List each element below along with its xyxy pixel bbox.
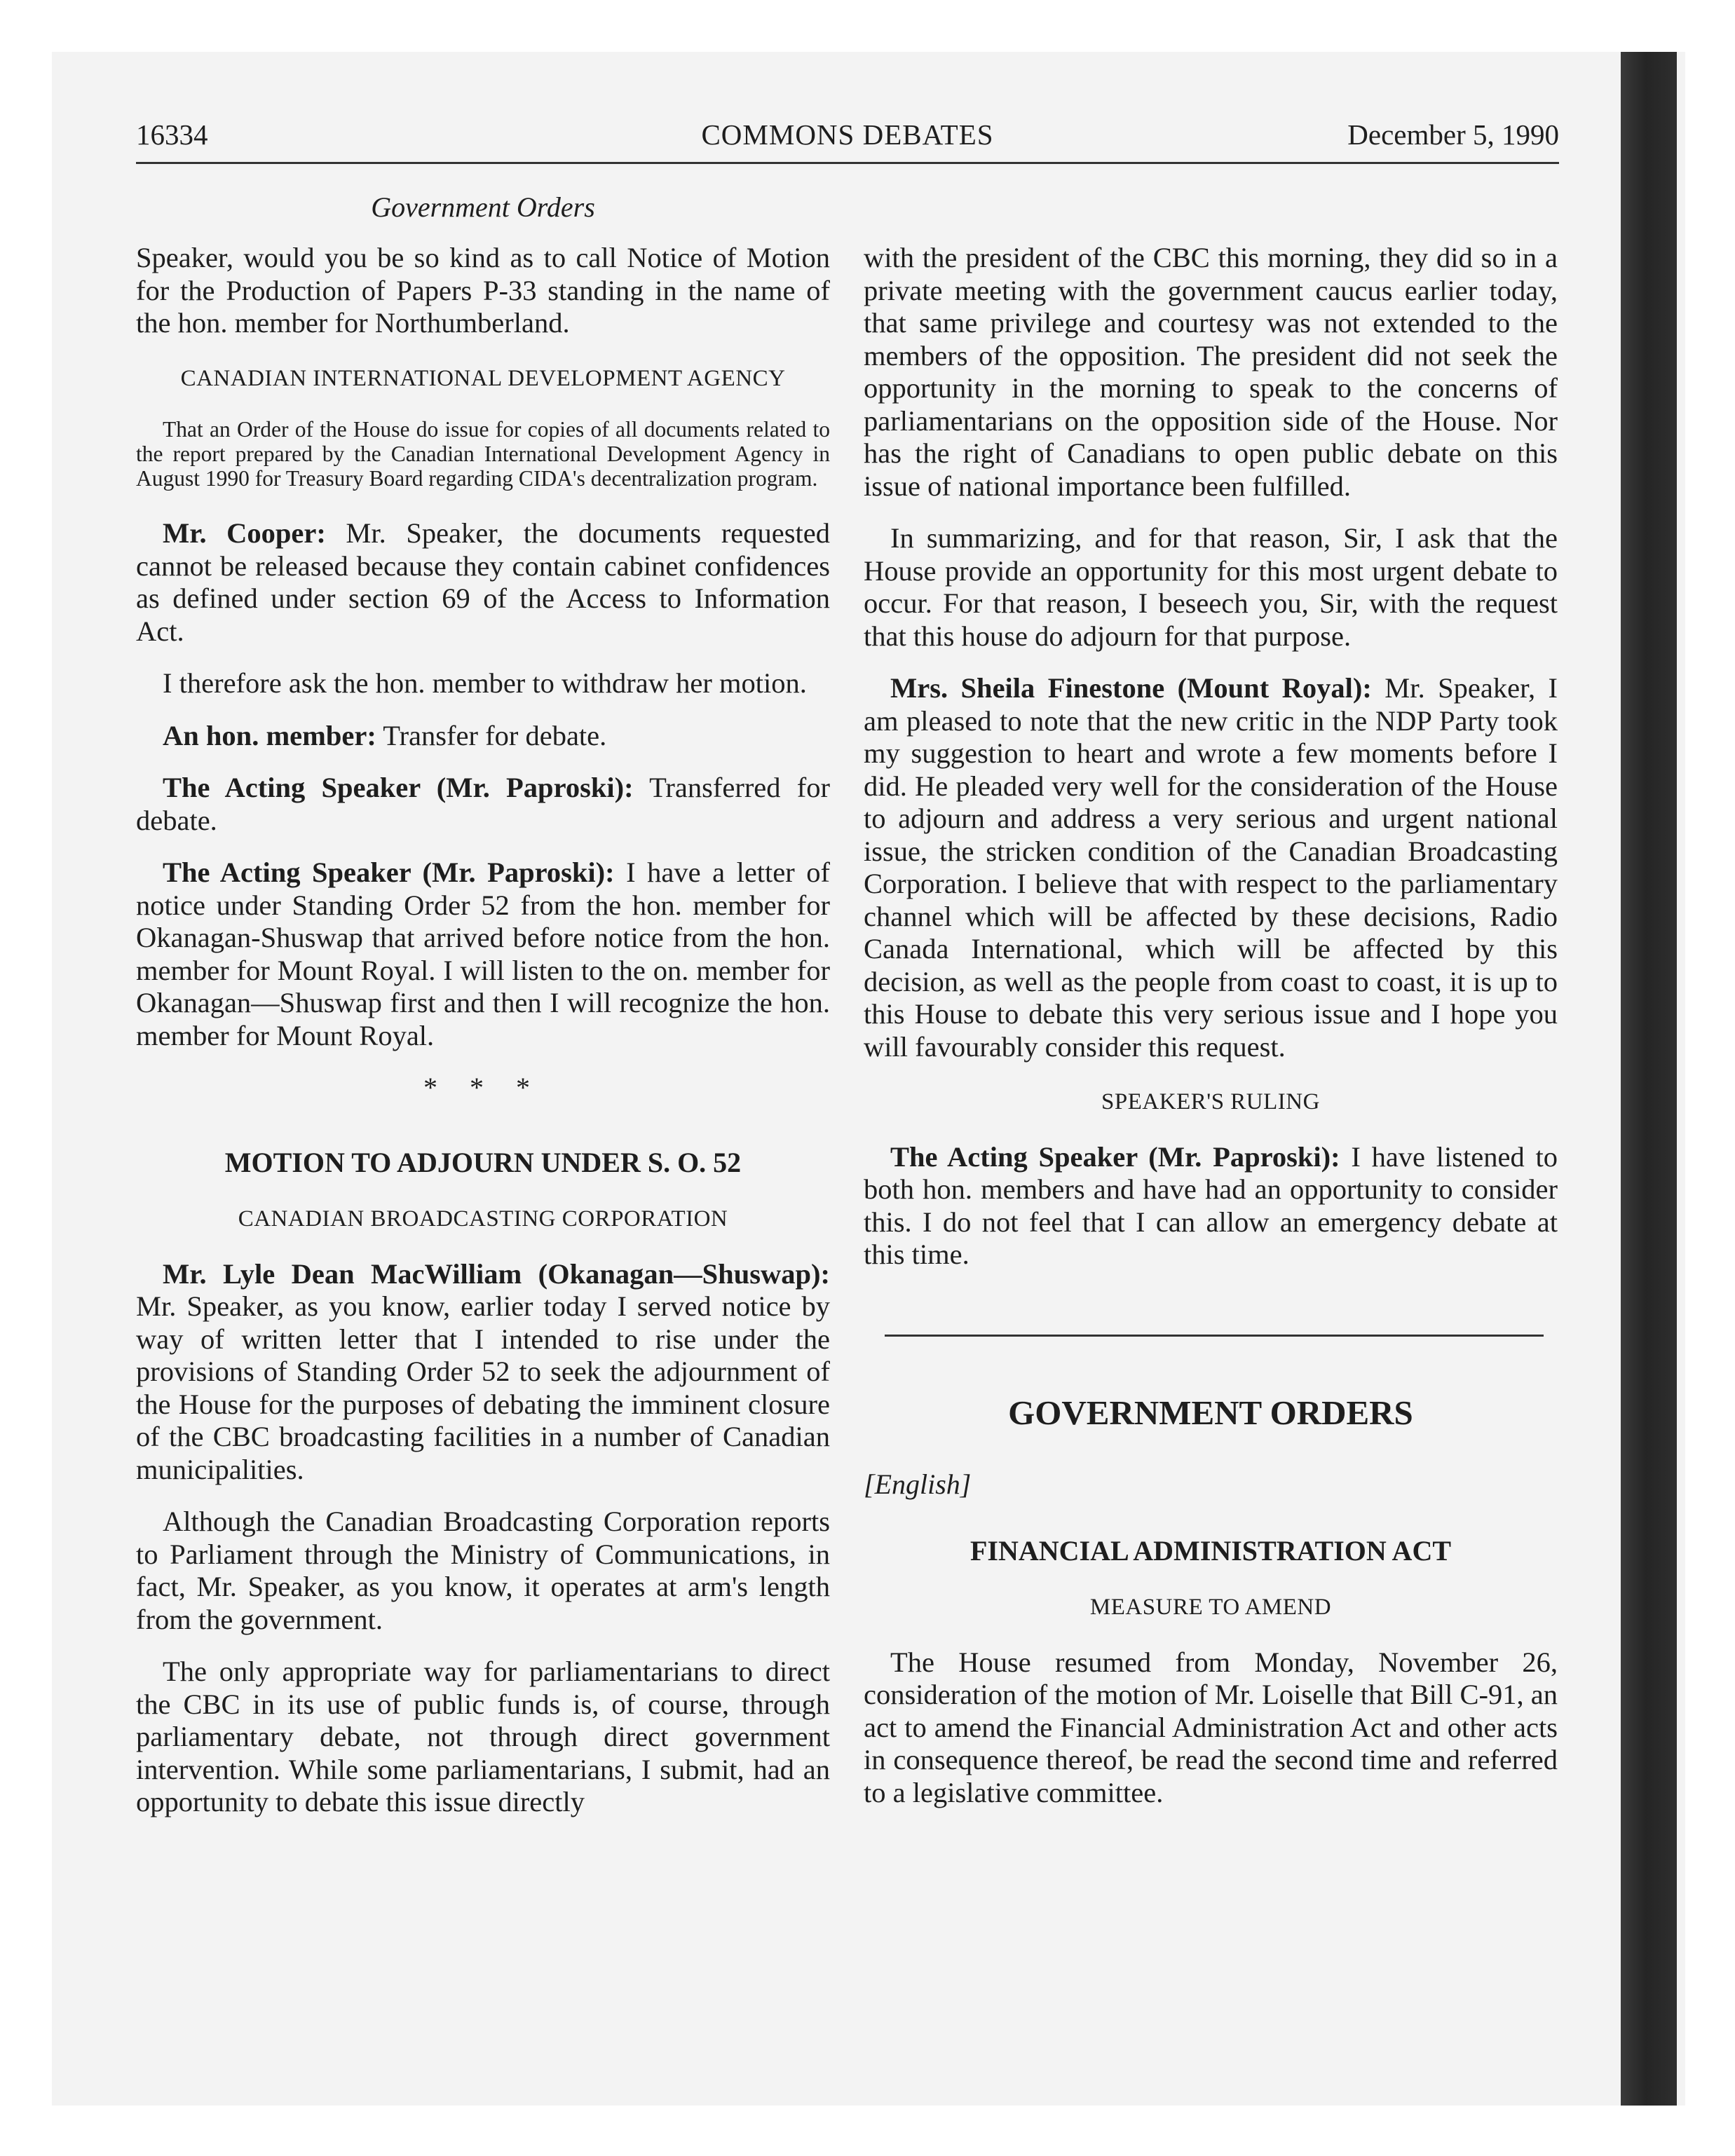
scan-edge-shadow — [1621, 52, 1677, 2106]
section-heading: CANADIAN INTERNATIONAL DEVELOPMENT AGENCY — [180, 365, 786, 391]
paragraph: Speaker, would you be so kind as to call Notice of Motion for the Production of Papers P-33 standing in the name of the hon. member for Northumberland. — [136, 242, 830, 339]
section-heading: GOVERNMENT ORDERS — [1008, 1393, 1413, 1432]
speech — [136, 857, 830, 1052]
speaker-name: Mrs. Sheila Finestone (Mount Royal): — [890, 672, 1372, 704]
speech — [864, 672, 1558, 1063]
speaker-name: An hon. member: — [163, 719, 376, 751]
section-heading: SPEAKER'S RULING — [1101, 1089, 1320, 1114]
paragraph: with the president of the CBC this morning, they did so in a private meeting with the government caucus earlier today, that same privilege and courtesy was not extended to the members of the opposition. The president did not seek the opportunity in the morning to speak to the concerns of parliamentarians on the opposition side of the House. Nor has the right of Canadians to open public debate on this issue of national importance been fulfilled. — [864, 242, 1558, 502]
paragraph: In summarizing, and for that reason, Sir, I ask that the House provide an opportunity for this most urgent debate to occur. For that reason, I beseech you, Sir, with the request that this house do adjourn for that purpose. — [864, 522, 1558, 652]
left-column — [136, 242, 830, 1838]
speech-text: Mr. Speaker, as you know, earlier today I served notice by way of written letter that I intended to rise under the provisions of Standing Order 52 to seek the adjournment of the House for the purposes of debating the imminent closure of the CBC broadcasting facilities in a number of Canadian municipalities. — [136, 1290, 830, 1485]
speaker-name: Mr. Cooper: — [163, 517, 326, 549]
speech-text: I have a letter of notice under Standing Order 52 from the hon. member for Okanagan-Shuswap that arrived before notice from the hon. member for Mount Royal. I will listen to the on. member for Okanagan—Shuswap first and then I will recognize the hon. member for Mount Royal. — [136, 857, 830, 1051]
speech — [136, 517, 830, 648]
speech — [136, 772, 830, 837]
header-rule — [136, 162, 1559, 164]
paragraph: The only appropriate way for parliamentarians to direct the CBC in its use of public funds is, of course, through parliamentary debate, not through direct government intervention. While some parliamentarians, I submit, had an opportunity to debate this issue directly — [136, 1656, 830, 1817]
subsection-heading: MEASURE TO AMEND — [1089, 1595, 1332, 1620]
section-rule — [885, 1335, 1544, 1337]
speech-text: Mr. Speaker, I am pleased to note that the new critic in the NDP Party took my suggestion to heart and wrote a few moments before I did. He pleaded very well for the consideration of the House to adjourn and address a very serious and urgent national issue, the stricken condition of the Canadian Broadcasting Corporation. I believe that with respect to the parliamentary channel which will be affected by these decisions, Radio Canada International, which will be affected by this decision, as well as the people from coast to coast, it is up to this House to debate this very serious issue and I hope you will favourably consider this request. — [864, 672, 1558, 1063]
speaker-name: The Acting Speaker (Mr. Paproski): — [163, 772, 634, 803]
publication-title: COMMONS DEBATES — [701, 118, 994, 151]
language-marker: [English] — [864, 1468, 972, 1500]
right-column — [864, 242, 1558, 1829]
speech — [136, 1258, 830, 1487]
speech-text: I have listened to both hon. members and have had an opportunity to consider this. I do not feel that I can allow an emergency debate at this time. — [864, 1140, 1558, 1270]
section-break: * * * — [423, 1072, 543, 1103]
paragraph: Although the Canadian Broadcasting Corporation reports to Parliament through the Ministry of Communications, in fact, Mr. Speaker, as you know, it operates at arm's length from the government. — [136, 1506, 830, 1635]
page-number: 16334 — [136, 118, 208, 151]
section-heading: MOTION TO ADJOURN UNDER S. O. 52 — [224, 1146, 742, 1178]
paragraph: The House resumed from Monday, November 26, consideration of the motion of Mr. Loiselle that Bill C-91, an act to amend the Financial Administration Act and other acts in consequence thereof, be read the second time and referred to a legislative committee. — [864, 1646, 1558, 1808]
section-heading: FINANCIAL ADMINISTRATION ACT — [969, 1534, 1452, 1567]
subsection-heading: CANADIAN BROADCASTING CORPORATION — [238, 1206, 728, 1231]
speech-text: Transferred for debate. — [136, 772, 830, 836]
speaker-name: The Acting Speaker (Mr. Paproski): — [890, 1140, 1340, 1173]
speaker-name: Mr. Lyle Dean MacWilliam (Okanagan—Shuswap): — [163, 1257, 830, 1290]
speech — [136, 720, 830, 753]
running-head: Government Orders — [371, 191, 595, 223]
speech-text: Mr. Speaker, the documents requested cannot be released because they contain cabinet confidences as defined under section 69 of the Access to Information Act. — [136, 517, 830, 647]
page-date: December 5, 1990 — [1347, 118, 1559, 151]
motion-text: That an Order of the House do issue for copies of all documents related to the report prepared by the Canadian International Development Agency in August 1990 for Treasury Board regarding CIDA's decentralization program. — [136, 417, 830, 491]
speaker-name: The Acting Speaker (Mr. Paproski): — [163, 857, 615, 888]
speech-text: Transfer for debate. — [376, 719, 607, 751]
paragraph: I therefore ask the hon. member to withdraw her motion. — [163, 667, 807, 699]
speech — [864, 1141, 1558, 1271]
page-header — [136, 112, 1559, 154]
